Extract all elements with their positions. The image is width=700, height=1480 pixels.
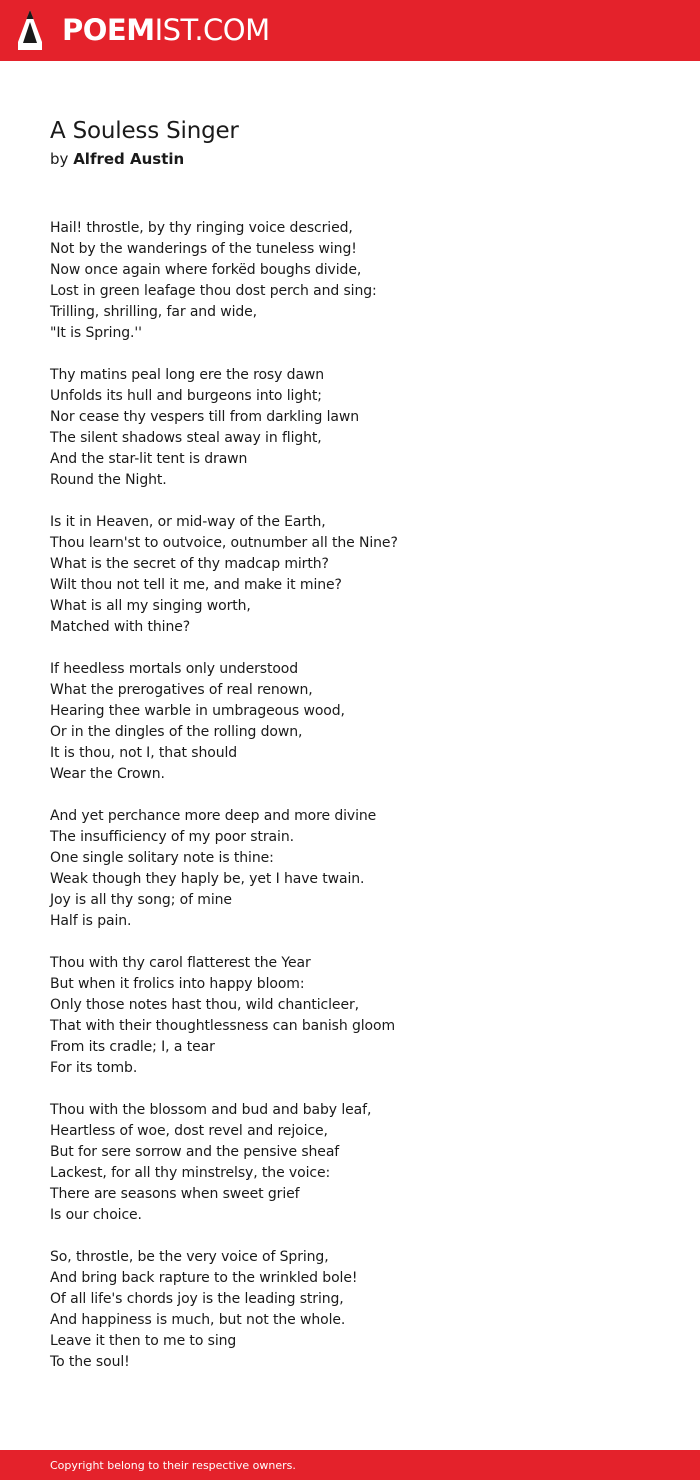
- poem-stanza: [50, 659, 670, 785]
- poem-line: Or in the dingles of the rolling down,: [50, 724, 303, 740]
- poem-line: Lackest, for all thy minstrelsy, the voice:: [50, 1165, 331, 1181]
- poem-line: So, throstle, be the very voice of Spring,: [50, 1249, 329, 1265]
- poem-stanza: [50, 512, 670, 638]
- poem-byline: [50, 148, 184, 170]
- poem-line: And bring back rapture to the wrinkled bole!: [50, 1270, 358, 1286]
- poem-line: Joy is all thy song; of mine: [50, 892, 232, 908]
- poem-stanza: [50, 365, 670, 491]
- poem-stanza: [50, 218, 670, 344]
- poem-stanza: [50, 1247, 670, 1373]
- poem-stanza: [50, 806, 670, 932]
- poem-line: Wilt thou not tell it me, and make it mine?: [50, 577, 342, 593]
- poem-line: Thou with the blossom and bud and baby leaf,: [50, 1102, 372, 1118]
- poem-line: Is it in Heaven, or mid-way of the Earth,: [50, 514, 326, 530]
- poem-stanza: [50, 953, 670, 1079]
- poem-line: To the soul!: [50, 1354, 130, 1370]
- poem-line: Hearing thee warble in umbrageous wood,: [50, 703, 345, 719]
- poem-line: Not by the wanderings of the tuneless wing!: [50, 241, 357, 257]
- poem-line: And yet perchance more deep and more divine: [50, 808, 377, 824]
- poem-line: If heedless mortals only understood: [50, 661, 299, 677]
- poem-line: That with their thoughtlessness can banish gloom: [50, 1018, 396, 1034]
- poem-line: What the prerogatives of real renown,: [50, 682, 313, 698]
- poem-line: Hail! throstle, by thy ringing voice descried,: [50, 220, 353, 236]
- poem-line: What is all my singing worth,: [50, 598, 251, 614]
- poem-line: Of all life's chords joy is the leading string,: [50, 1291, 344, 1307]
- author-name: Alfred Austin: [73, 150, 185, 168]
- poem-line: Thou learn'st to outvoice, outnumber all the Nine?: [50, 535, 398, 551]
- site-footer: [0, 1450, 700, 1480]
- poem-line: Only those notes hast thou, wild chanticleer,: [50, 997, 359, 1013]
- poem-line: Half is pain.: [50, 913, 132, 929]
- poem-line: And the star-lit tent is drawn: [50, 451, 248, 467]
- logo-bold-text: POEM: [62, 13, 155, 47]
- poem-line: "It is Spring.'': [50, 325, 142, 341]
- poem-line: And happiness is much, but not the whole.: [50, 1312, 346, 1328]
- poem-line: One single solitary note is thine:: [50, 850, 274, 866]
- poem-line: But when it frolics into happy bloom:: [50, 976, 305, 992]
- poem-line: What is the secret of thy madcap mirth?: [50, 556, 329, 572]
- poem-line: From its cradle; I, a tear: [50, 1039, 215, 1055]
- pencil-logo-icon[interactable]: [16, 9, 44, 51]
- poem-line: The silent shadows steal away in flight,: [50, 430, 322, 446]
- poem-stanza: [50, 1100, 670, 1226]
- poem-line: Wear the Crown.: [50, 766, 165, 782]
- poem-line: Matched with thine?: [50, 619, 191, 635]
- poem-line: Is our choice.: [50, 1207, 142, 1223]
- poem-line: Round the Night.: [50, 472, 167, 488]
- copyright-text: Copyright belong to their respective owners.: [50, 1459, 296, 1472]
- poem-line: Thou with thy carol flatterest the Year: [50, 955, 311, 971]
- poem-line: Lost in green leafage thou dost perch and sing:: [50, 283, 377, 299]
- logo-light-text: IST.COM: [154, 13, 270, 47]
- poem-line: Weak though they haply be, yet I have twain.: [50, 871, 365, 887]
- poem-line: Thy matins peal long ere the rosy dawn: [50, 367, 325, 383]
- poem-line: But for sere sorrow and the pensive sheaf: [50, 1144, 340, 1160]
- poem-line: Heartless of woe, dost revel and rejoice,: [50, 1123, 328, 1139]
- poem-line: Trilling, shrilling, far and wide,: [50, 304, 258, 320]
- by-label: by: [50, 150, 69, 168]
- site-logo[interactable]: [62, 13, 270, 47]
- poem-line: The insufficiency of my poor strain.: [50, 829, 294, 845]
- poem-body: [50, 218, 670, 1394]
- poem-line: Nor cease thy vespers till from darkling lawn: [50, 409, 360, 425]
- poem-line: Now once again where forkëd boughs divide,: [50, 262, 362, 278]
- poem-line: Unfolds its hull and burgeons into light;: [50, 388, 322, 404]
- poem-line: There are seasons when sweet grief: [50, 1186, 300, 1202]
- poem-line: For its tomb.: [50, 1060, 138, 1076]
- poem-title: A Souless Singer: [50, 118, 239, 144]
- site-header: [0, 0, 700, 61]
- poem-line: It is thou, not I, that should: [50, 745, 238, 761]
- poem-line: Leave it then to me to sing: [50, 1333, 237, 1349]
